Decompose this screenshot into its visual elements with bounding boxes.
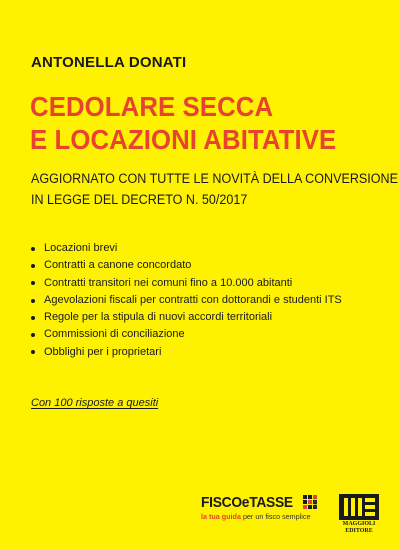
tasse-word: TASSE: [249, 494, 293, 511]
list-item: [31, 344, 342, 361]
list-item: [31, 292, 342, 309]
tagline-highlight: la tua guida: [201, 512, 241, 521]
list-item-label: Locazioni brevi: [44, 242, 118, 254]
fisco-e-tasse-logo: [201, 494, 319, 521]
subtitle-line: AGGIORNATO CON TUTTE LE NOVITÀ DELLA CONVERSIONE: [31, 171, 398, 186]
list-item-label: Commissioni di conciliazione: [44, 328, 185, 341]
publisher-line: EDITORE: [345, 527, 373, 534]
bullet-icon: [31, 316, 35, 320]
bullet-icon: [31, 299, 35, 303]
bullet-icon: [31, 281, 35, 285]
fisco-e-tasse-suffix: .com: [312, 498, 319, 509]
bullet-icon: [31, 350, 35, 354]
fisco-e-tasse-name: [201, 494, 293, 511]
book-title: [30, 90, 390, 156]
maggioli-wordmark: [339, 521, 379, 534]
list-item: [31, 309, 342, 326]
maggioli-editore-logo: [339, 494, 379, 534]
title-line: E LOCAZIONI ABITATIVE: [30, 124, 337, 155]
list-item-label: Agevolazioni fiscali per contratti con dottorandi e studenti ITS: [44, 293, 342, 306]
list-item: [31, 240, 342, 257]
author-name: ANTONELLA DONATI: [31, 54, 187, 71]
e-word: e: [241, 494, 250, 511]
subtitle-line: IN LEGGE DEL DECRETO N. 50/2017: [31, 192, 248, 207]
bullet-icon: [31, 333, 35, 337]
title-line: CEDOLARE SECCA: [30, 91, 274, 122]
book-subtitle: [31, 168, 398, 210]
list-item: [31, 326, 342, 343]
bullet-icon: [31, 247, 35, 251]
publisher-line: MAGGIOLI: [342, 521, 376, 527]
maggioli-mark-icon: [339, 494, 379, 520]
list-item: [31, 275, 342, 292]
answers-note: Con 100 risposte a quesiti: [31, 397, 159, 409]
bullet-icon: [31, 264, 35, 268]
list-item-label: Contratti a canone concordato: [44, 259, 192, 272]
list-item: [31, 257, 342, 274]
topics-list: [31, 240, 342, 361]
list-item-label: Contratti transitori nei comuni fino a 10.000 abitanti: [44, 276, 293, 289]
fisco-e-tasse-tagline: [201, 512, 319, 521]
tagline-rest: per un fisco semplice: [242, 512, 311, 521]
fisco-e-tasse-wordmark: [201, 494, 319, 511]
fisco-word: FISCO: [201, 494, 242, 511]
list-item-label: Regole per la stipula di nuovi accordi territoriali: [44, 311, 273, 324]
list-item-label: Obblighi per i proprietari: [44, 345, 162, 358]
